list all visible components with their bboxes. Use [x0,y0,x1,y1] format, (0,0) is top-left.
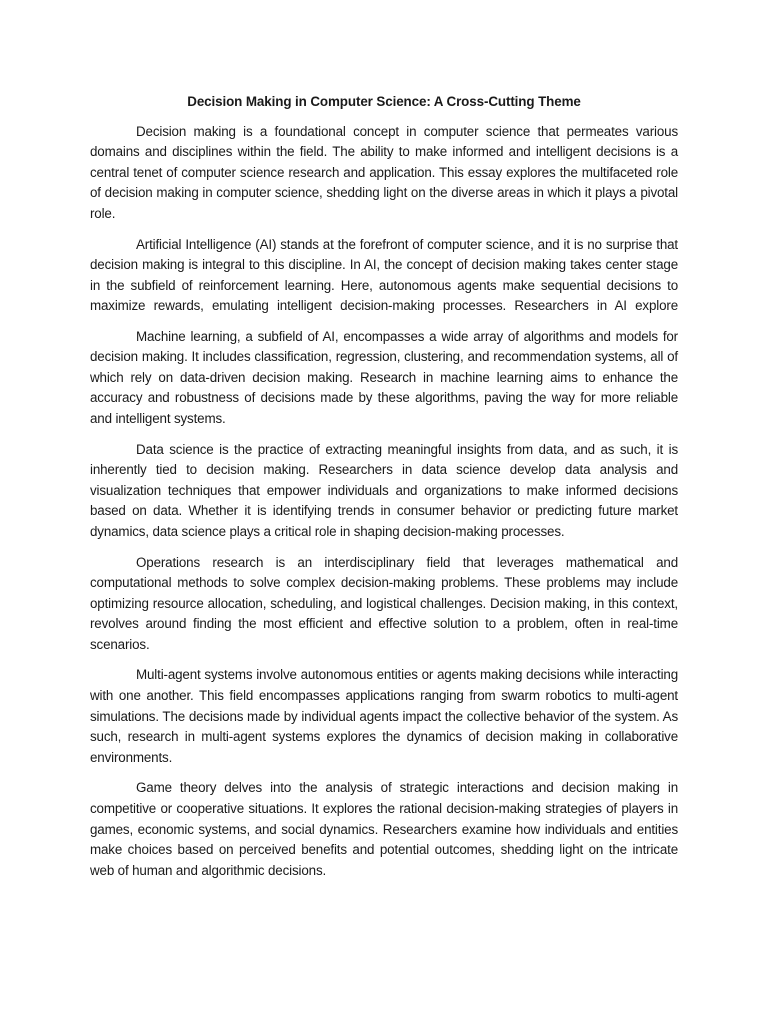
paragraph-intro: Decision making is a foundational concept in computer science that permeates various domains and disciplines within the field. The ability to make informed and intelligent decisions is a central tenet of computer science research and application. This essay explores the multifaceted role of decision making in computer science, shedding light on the diverse areas in which it plays a pivotal role. [90,123,678,221]
document-body [90,92,678,891]
paragraph-operations-research: Operations research is an interdisciplinary field that leverages mathematical and computational methods to solve complex decision-making problems. These problems may include optimizing resource allocation, scheduling, and logistical challenges. Decision making, in this context, revolves around finding the most efficient and effective solution to a problem, often in real-time scenarios. [90,554,678,652]
paragraph-game-theory: Game theory delves into the analysis of strategic interactions and decision making in competitive or cooperative situations. It explores the rational decision-making strategies of players in games, economic systems, and social dynamics. Researchers examine how individuals and entities make choices based on perceived benefits and potential outcomes, shedding light on the intricate web of human and algorithmic decisions. [90,780,678,878]
document-title: Decision Making in Computer Science: A Cross-Cutting Theme [187,94,581,109]
paragraph-data-science: Data science is the practice of extracting meaningful insights from data, and as such, it is inherently tied to decision making. Researchers in data science develop data analysis and visualization techniques that empower individuals and organizations to make informed decisions based on data. Whether it is identifying trends in consumer behavior or predicting future market dynamics, data science plays a critical role in shaping decision-making processes. [90,441,678,539]
paragraph-multi-agent-systems: Multi-agent systems involve autonomous entities or agents making decisions while interacting with one another. This field encompasses applications ranging from swarm robotics to multi-agent simulations. The decisions made by individual agents impact the collective behavior of the system. As such, research in multi-agent systems explores the dynamics of decision making in collaborative environments. [90,667,678,765]
paragraph-machine-learning: Machine learning, a subfield of AI, encompasses a wide array of algorithms and models for decision making. It includes classification, regression, clustering, and recommendation systems, all of which rely on data-driven decision making. Research in machine learning aims to enhance the accuracy and robustness of decisions made by these algorithms, paving the way for more reliable and intelligent systems. [90,328,678,426]
paragraph-artificial-intelligence: Artificial Intelligence (AI) stands at the forefront of computer science, and it is no surprise that decision making is integral to this discipline. In AI, the concept of decision making takes center stage in the subfield of reinforcement learning. Here, autonomous agents make sequential decisions to maximize rewards, emulating intelligent decision-making processes. Researchers in AI explore [90,236,678,314]
